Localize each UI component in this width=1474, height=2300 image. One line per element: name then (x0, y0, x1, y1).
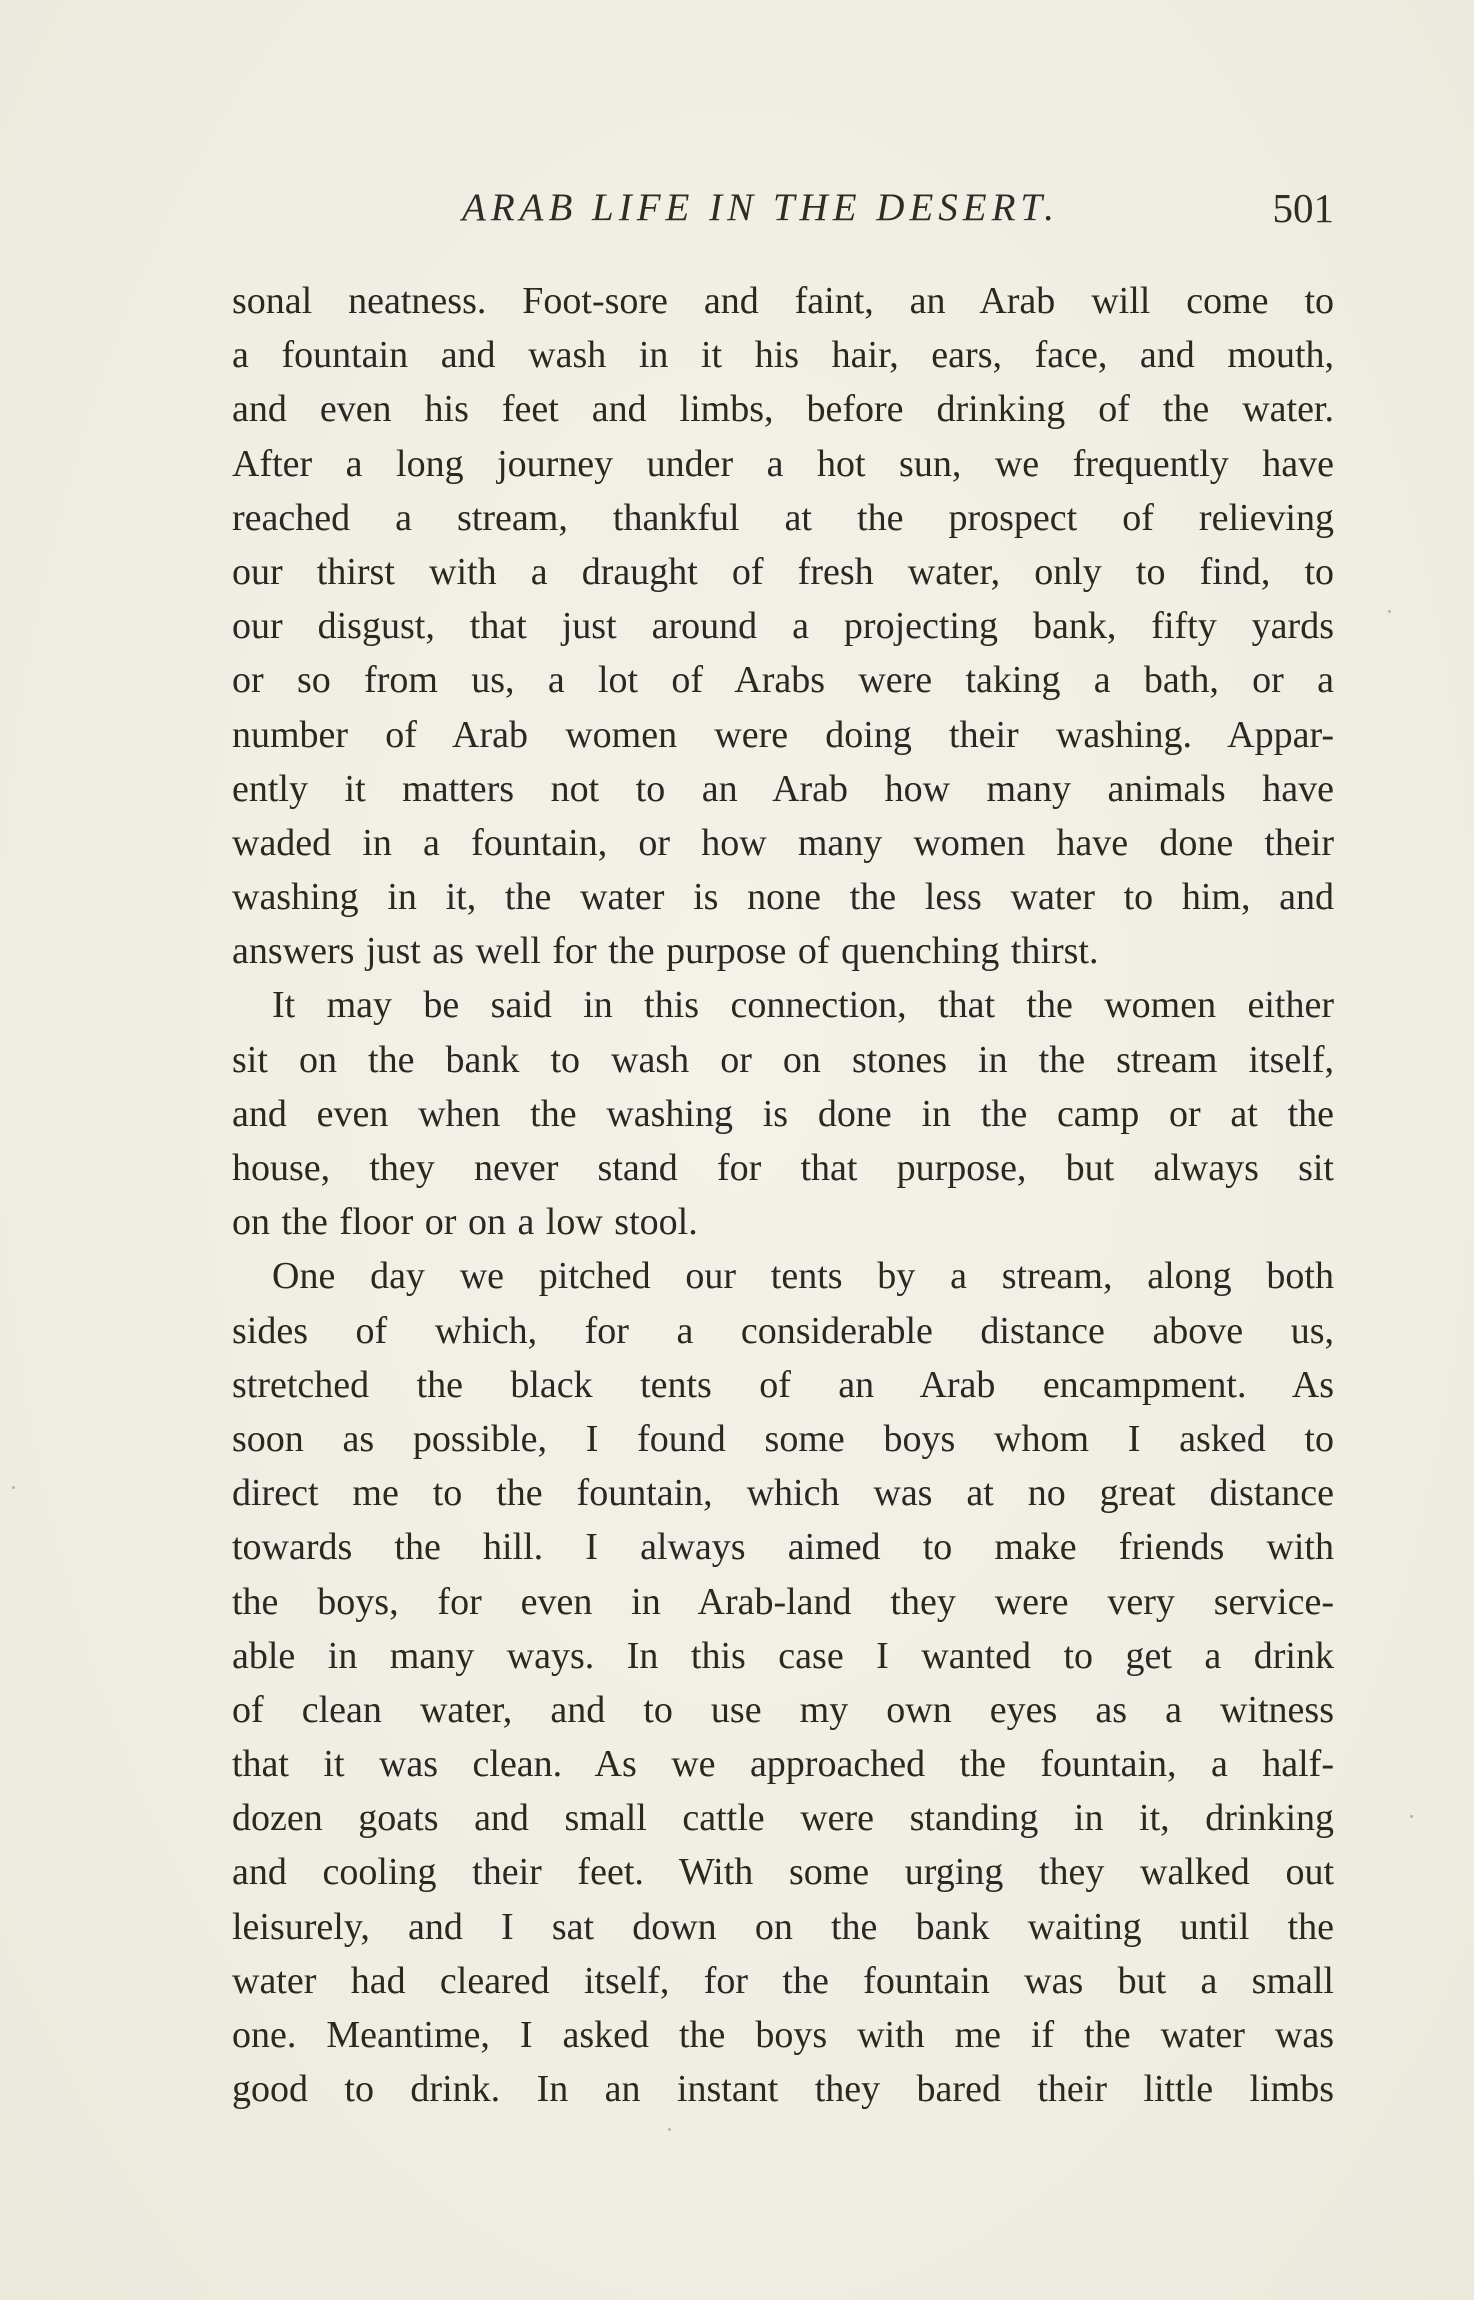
text-line: our disgust, that just around a projecting bank, fifty yards (232, 605, 1334, 648)
text-line: a fountain and wash in it his hair, ears, face, and mouth, (232, 334, 1334, 377)
text-line: ently it matters not to an Arab how many animals have (232, 767, 1334, 810)
text-line: our thirst with a draught of fresh water, only to find, to (232, 550, 1334, 593)
text-line: good to drink. In an instant they bared their little limbs (232, 2068, 1334, 2111)
text-line: and cooling their feet. With some urging they walked out (232, 1851, 1334, 1894)
text-line: of clean water, and to use my own eyes as a witness (232, 1688, 1334, 1731)
text-line: one. Meantime, I asked the boys with me if the water was (232, 2014, 1334, 2056)
text-line: dozen goats and small cattle were standing in it, drinking (232, 1797, 1334, 1840)
text-line: able in many ways. In this case I wanted to get a drink (232, 1634, 1334, 1677)
text-line: and even his feet and limbs, before drinking of the water. (232, 388, 1334, 431)
text-line: answers just as well for the purpose of quenching thirst. (232, 930, 1099, 973)
text-line: washing in it, the water is none the less water to him, and (232, 876, 1334, 919)
paper-speck (668, 2128, 671, 2131)
paragraph-start-line: It may be said in this connection, that the women either (272, 984, 1334, 1027)
paper-speck (12, 1486, 15, 1489)
text-line: After a long journey under a hot sun, we frequently have (232, 442, 1334, 485)
text-line: stretched the black tents of an Arab encampment. As (232, 1363, 1334, 1406)
paper-speck (1388, 610, 1391, 613)
text-line: number of Arab women were doing their washing. Appar- (232, 713, 1334, 756)
text-line: water had cleared itself, for the fountain was but a small (232, 1959, 1334, 2002)
text-line: leisurely, and I sat down on the bank waiting until the (232, 1905, 1334, 1948)
text-line: on the floor or on a low stool. (232, 1201, 698, 1244)
text-line: sides of which, for a considerable distance above us, (232, 1309, 1334, 1352)
text-line: waded in a fountain, or how many women have done their (232, 821, 1334, 864)
text-line: soon as possible, I found some boys whom I asked to (232, 1417, 1334, 1460)
text-line: and even when the washing is done in the camp or at the (232, 1092, 1334, 1135)
text-line: towards the hill. I always aimed to make friends with (232, 1526, 1334, 1569)
text-line: direct me to the fountain, which was at no great distance (232, 1472, 1334, 1515)
page-number: 501 (1272, 185, 1334, 231)
text-line: reached a stream, thankful at the prospect of relieving (232, 496, 1334, 539)
body-text (232, 274, 1334, 2116)
text-line: or so from us, a lot of Arabs were taking a bath, or a (232, 659, 1334, 702)
paper-speck (1410, 1815, 1413, 1818)
running-head (232, 180, 1334, 236)
text-line: that it was clean. As we approached the fountain, a half- (232, 1743, 1334, 1786)
text-line: sonal neatness. Foot-sore and faint, an Arab will come to (232, 280, 1334, 322)
text-line: house, they never stand for that purpose, but always sit (232, 1147, 1334, 1189)
paragraph-start-line: One day we pitched our tents by a stream, along both (272, 1255, 1334, 1298)
text-line: sit on the bank to wash or on stones in the stream itself, (232, 1038, 1334, 1081)
text-line: the boys, for even in Arab-land they were very service- (232, 1580, 1334, 1623)
running-title: ARAB LIFE IN THE DESERT. (462, 186, 1059, 229)
